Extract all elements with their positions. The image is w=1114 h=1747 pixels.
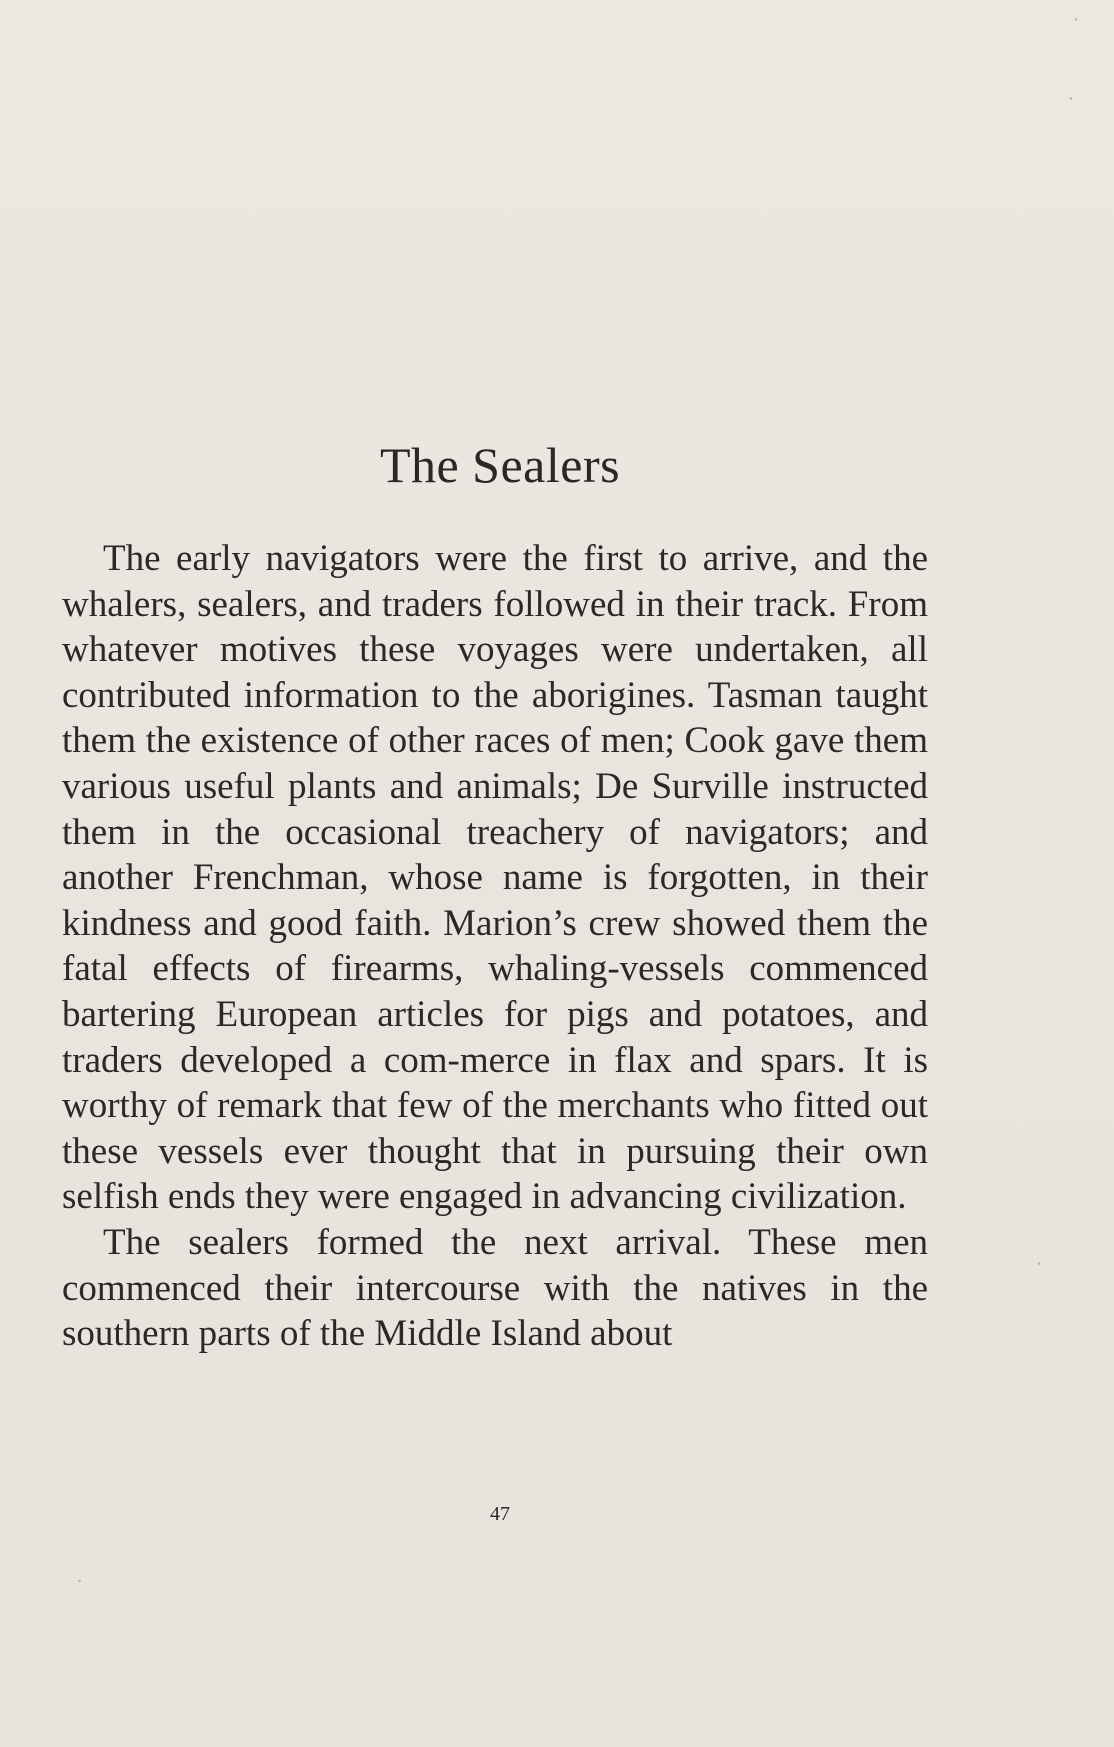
paragraph-1: The early navigators were the first to arrive, and the whalers, sealers, and traders followed in their track. From whatever motives these voyages were undertaken, all contributed information to the aborigines. Tasman taught them the existence of other races of men; Cook gave them various useful plants and animals; De Surville instructed them in the occasional treachery of navigators; and another Frenchman, whose name is forgotten, in their kindness and good faith. Marion’s crew showed them the fatal effects of firearms, whaling-vessels commenced bartering European articles for pigs and potatoes, and traders developed a com-merce in flax and spars. It is worthy of remark that few of the merchants who fitted out these vessels ever thought that in pursuing their own selfish ends they were engaged in advancing civilization. — [62, 538, 928, 1218]
body-text — [62, 536, 928, 1357]
paper-speck — [1070, 97, 1072, 100]
chapter-title: The Sealers — [379, 437, 621, 493]
paper-speck — [1038, 1262, 1040, 1265]
paragraph-2: The sealers formed the next arrival. These men commenced their intercourse with the natives in the southern parts of the Middle Island about — [62, 1221, 928, 1355]
paper-speck — [1075, 18, 1077, 21]
paper-speck — [78, 1580, 81, 1582]
page-number: 47 — [490, 1503, 510, 1525]
